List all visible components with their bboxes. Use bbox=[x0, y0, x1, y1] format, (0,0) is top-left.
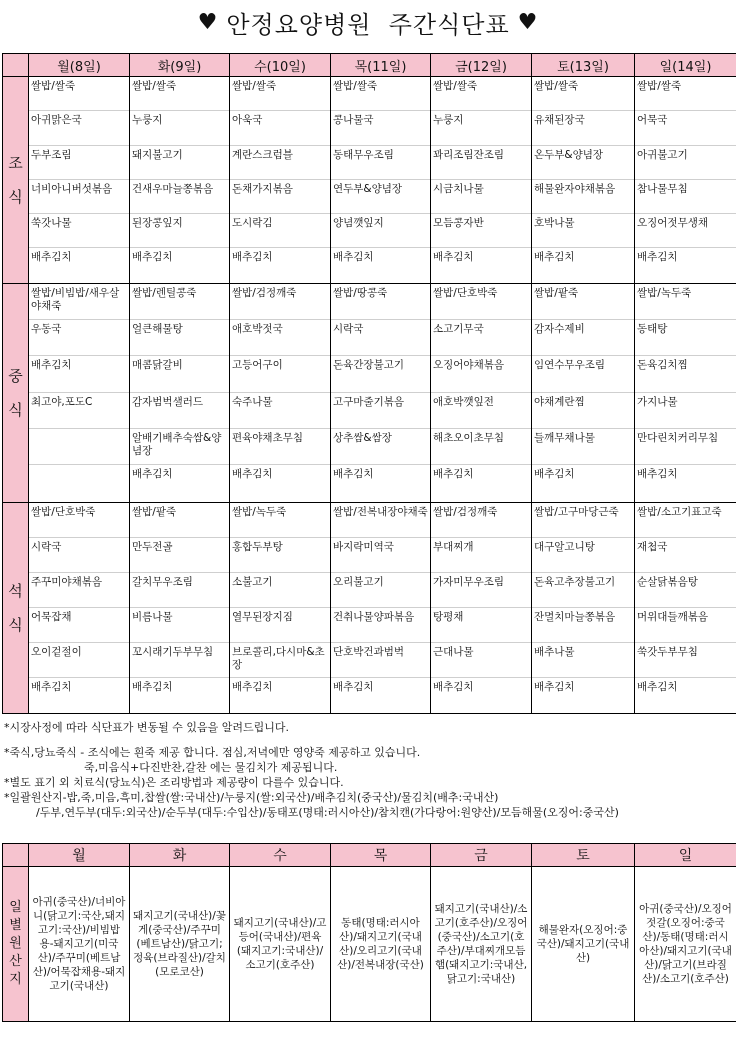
menu-cell bbox=[230, 502, 331, 713]
meal-label bbox=[3, 77, 29, 284]
menu-item: 배추김치 bbox=[132, 680, 173, 693]
menu-item: 쌀밥/팥죽 bbox=[532, 284, 634, 320]
menu-item: 야채계란찜 bbox=[532, 393, 634, 429]
menu-item: 쌀밥/단호박죽 bbox=[431, 284, 531, 320]
note-line: 죽,미음식+다진반찬,갈찬 에는 물김치가 제공됩니다. bbox=[84, 761, 338, 774]
menu-item: 부대찌개 bbox=[431, 538, 531, 573]
day-header: 월(8일) bbox=[29, 54, 130, 77]
menu-item: 돈육고추장불고기 bbox=[532, 573, 634, 608]
menu-item: 배추김치 bbox=[637, 468, 678, 481]
menu-item: 호박나물 bbox=[532, 214, 634, 248]
menu-item: 최고야,포도C bbox=[29, 393, 129, 429]
meal-label-char: 중 bbox=[8, 366, 23, 385]
menu-item: 쌀밥/렌틸콩죽 bbox=[130, 284, 229, 320]
meal-label-char: 식 bbox=[8, 187, 23, 206]
menu-item: 고등어구이 bbox=[230, 356, 330, 392]
menu-item: 감자수제비 bbox=[532, 320, 634, 356]
menu-item: 배추김치 bbox=[29, 356, 129, 392]
menu-header-row bbox=[3, 54, 736, 77]
origin-cell: 돼지고기(국내산)/고등어(국내산)/편육(돼지고기:국내산)/소고기(호주산) bbox=[230, 867, 331, 1022]
note-line: *죽식,당뇨죽식 - 조식에는 흰죽 제공 합니다. 점심,저녁에만 영양죽 제공하고 있습니다. bbox=[4, 746, 421, 759]
menu-item: 쌀밥/녹두죽 bbox=[635, 284, 736, 320]
menu-item: 배추김치 bbox=[433, 468, 474, 481]
origin-side-label bbox=[3, 867, 29, 1022]
menu-item: 배추김치 bbox=[333, 680, 374, 693]
menu-item: 바지락미역국 bbox=[331, 538, 430, 573]
menu-item: 쌀밥/땅콩죽 bbox=[331, 284, 430, 320]
menu-cell bbox=[130, 77, 230, 284]
menu-item: 애호박깻잎전 bbox=[431, 393, 531, 429]
menu-item: 된장콩잎지 bbox=[130, 214, 229, 248]
menu-item: 누룽지 bbox=[431, 111, 531, 145]
menu-cell bbox=[29, 77, 130, 284]
meal-row-dinner bbox=[3, 502, 736, 713]
menu-item: 들깨무채나물 bbox=[532, 429, 634, 465]
origin-day-header: 토 bbox=[532, 844, 635, 867]
menu-cell bbox=[431, 77, 532, 284]
menu-item: 매콤닭갈비 bbox=[130, 356, 229, 392]
menu-item: 쑥갓나물 bbox=[29, 214, 129, 248]
menu-item: 쌀밥/검정깨죽 bbox=[230, 284, 330, 320]
menu-item: 쌀밥/팥죽 bbox=[130, 503, 229, 538]
menu-item: 쌀밥/쌀죽 bbox=[130, 77, 229, 111]
menu-cell bbox=[532, 502, 635, 713]
menu-item: 배추김치 bbox=[333, 251, 374, 264]
menu-item: 가지나물 bbox=[635, 393, 736, 429]
menu-item: 쌀밥/전복내장야채죽 bbox=[331, 503, 430, 538]
menu-item: 애호박젓국 bbox=[230, 320, 330, 356]
meal-row-breakfast bbox=[3, 77, 736, 284]
notes-section bbox=[4, 720, 732, 820]
origin-label-char: 원 bbox=[9, 936, 22, 951]
weekly-menu-table bbox=[2, 53, 736, 714]
heart-icon-left: ♥ bbox=[197, 9, 219, 35]
origin-header-corner bbox=[3, 844, 29, 867]
menu-item: 쌀밥/쌀죽 bbox=[230, 77, 330, 111]
menu-item: 재첩국 bbox=[635, 538, 736, 573]
menu-item: 배추김치 bbox=[31, 251, 72, 264]
menu-item: 배추김치 bbox=[232, 468, 273, 481]
note-line: *별도 표기 외 치료식(당뇨식)은 조리방법과 제공량이 다를수 있습니다. bbox=[4, 776, 344, 789]
menu-item: 시금치나물 bbox=[431, 180, 531, 214]
menu-cell bbox=[130, 283, 230, 502]
menu-cell bbox=[635, 502, 736, 713]
menu-cell bbox=[29, 502, 130, 713]
day-header: 토(13일) bbox=[532, 54, 635, 77]
menu-item: 배추김치 bbox=[534, 468, 575, 481]
menu-item: 연두부&양념장 bbox=[331, 180, 430, 214]
menu-item: 배추김치 bbox=[433, 680, 474, 693]
menu-cell bbox=[230, 283, 331, 502]
day-header: 수(10일) bbox=[230, 54, 331, 77]
menu-item: 쑥갓두부무침 bbox=[635, 643, 736, 678]
origin-cell: 돼지고기(국내산)/꽃게(중국산)/주꾸미(베트남산)/닭고기;정육(브라질산)/갈치(모로코산) bbox=[130, 867, 230, 1022]
menu-item: 배추김치 bbox=[433, 251, 474, 264]
day-header: 금(12일) bbox=[431, 54, 532, 77]
menu-cell bbox=[532, 283, 635, 502]
menu-header-corner bbox=[3, 54, 29, 77]
menu-item: 오징어야채볶음 bbox=[431, 356, 531, 392]
menu-cell bbox=[331, 77, 431, 284]
menu-item: 아욱국 bbox=[230, 111, 330, 145]
menu-item: 소불고기 bbox=[230, 573, 330, 608]
menu-item: 아귀맑은국 bbox=[29, 111, 129, 145]
menu-cell bbox=[130, 502, 230, 713]
menu-item: 참나물무침 bbox=[635, 180, 736, 214]
menu-item: 근대나물 bbox=[431, 643, 531, 678]
menu-item: 배추김치 bbox=[132, 468, 173, 481]
origin-label-char: 별 bbox=[9, 918, 22, 933]
menu-item: 건취나물양파볶음 bbox=[331, 608, 430, 643]
day-header: 화(9일) bbox=[130, 54, 230, 77]
menu-item: 두부조림 bbox=[29, 146, 129, 180]
menu-item: 돈육김치찜 bbox=[635, 356, 736, 392]
origin-day-header: 금 bbox=[431, 844, 532, 867]
menu-item: 단호박건과범벅 bbox=[331, 643, 430, 678]
menu-item: 쌀밥/녹두죽 bbox=[230, 503, 330, 538]
menu-item: 대구알고니탕 bbox=[532, 538, 634, 573]
origin-row bbox=[3, 867, 736, 1022]
menu-item: 시락국 bbox=[331, 320, 430, 356]
note-line: *시장사정에 따라 식단표가 변동될 수 있음을 알려드립니다. bbox=[4, 721, 289, 734]
menu-item bbox=[29, 465, 129, 501]
menu-item: 머위대들깨볶음 bbox=[635, 608, 736, 643]
menu-item: 누룽지 bbox=[130, 111, 229, 145]
menu-item: 갈치무우조림 bbox=[130, 573, 229, 608]
menu-item: 쌀밥/쌀죽 bbox=[532, 77, 634, 111]
menu-cell bbox=[635, 77, 736, 284]
menu-item: 소고기무국 bbox=[431, 320, 531, 356]
menu-item: 가자미무우조림 bbox=[431, 573, 531, 608]
menu-item: 아귀불고기 bbox=[635, 146, 736, 180]
origin-cell: 동태(명태:러시아산)/돼지고기(국내산)/오리고기(국내산)/전복내장(국산) bbox=[331, 867, 431, 1022]
origin-label-char: 일 bbox=[9, 900, 22, 915]
menu-item: 쌀밥/검정깨죽 bbox=[431, 503, 531, 538]
meal-label-char: 식 bbox=[8, 615, 23, 634]
menu-item: 모듬콩자반 bbox=[431, 214, 531, 248]
menu-item: 임연수무우조림 bbox=[532, 356, 634, 392]
menu-item: 돼지불고기 bbox=[130, 146, 229, 180]
menu-item: 잔멸치마늘쫑볶음 bbox=[532, 608, 634, 643]
menu-item: 너비아니버섯볶음 bbox=[29, 180, 129, 214]
menu-item: 숙주나물 bbox=[230, 393, 330, 429]
origin-day-header: 수 bbox=[230, 844, 331, 867]
menu-item: 주꾸미야채볶음 bbox=[29, 573, 129, 608]
origin-day-header: 월 bbox=[29, 844, 130, 867]
note-line: /두부,연두부(대두:외국산)/순두부(대두:수입산)/동태포(명태:러시아산)/참치캔(가다랑어:원양산)/모듬해물(오징어:중국산) bbox=[36, 806, 619, 819]
origin-cell: 아귀(중국산)/오징어젓갈(오징어:중국산)/동태(명태:러시아산)/돼지고기(국내산)/닭고기(브라질산)/소고기(호주산) bbox=[635, 867, 736, 1022]
menu-item: 유채된장국 bbox=[532, 111, 634, 145]
menu-item: 배추김치 bbox=[333, 468, 374, 481]
menu-item: 콩나물국 bbox=[331, 111, 430, 145]
menu-item: 시락국 bbox=[29, 538, 129, 573]
origin-cell: 아귀(중국산)/너비아니(닭고기:국산,돼지고기:국산)/비빔밥용-돼지고기(미국산)/주꾸미(베트남산)/어묵잡채용-돼지고기(국내산) bbox=[29, 867, 130, 1022]
origin-header-row bbox=[3, 844, 736, 867]
page-title-bar bbox=[0, 0, 736, 44]
menu-item: 탕평채 bbox=[431, 608, 531, 643]
menu-item: 배추김치 bbox=[534, 680, 575, 693]
menu-item: 동태무우조림 bbox=[331, 146, 430, 180]
menu-item: 우동국 bbox=[29, 320, 129, 356]
origin-day-header: 목 bbox=[331, 844, 431, 867]
menu-item: 얼큰해물탕 bbox=[130, 320, 229, 356]
menu-item: 배추나물 bbox=[532, 643, 634, 678]
menu-cell bbox=[331, 502, 431, 713]
menu-item: 계란스크럼블 bbox=[230, 146, 330, 180]
meal-label-char: 조 bbox=[8, 153, 23, 172]
origin-label-char: 산 bbox=[9, 954, 22, 969]
menu-item: 오리불고기 bbox=[331, 573, 430, 608]
menu-cell bbox=[532, 77, 635, 284]
menu-item: 양념깻잎지 bbox=[331, 214, 430, 248]
meal-label bbox=[3, 502, 29, 713]
menu-cell bbox=[635, 283, 736, 502]
page-title: 안정요양병원 주간식단표 bbox=[226, 10, 510, 39]
meal-row-lunch bbox=[3, 283, 736, 502]
menu-item: 상추쌈&쌈장 bbox=[331, 429, 430, 465]
menu-item: 동태탕 bbox=[635, 320, 736, 356]
menu-item: 쌀밥/소고기표고죽 bbox=[635, 503, 736, 538]
menu-item: 오이겉절이 bbox=[29, 643, 129, 678]
menu-item: 배추김치 bbox=[31, 680, 72, 693]
menu-item: 열무된장지짐 bbox=[230, 608, 330, 643]
note-line: *일괄원산지-밥,죽,미음,흑미,찹쌀(쌀:국내산)/누룽지(쌀:외국산)/배추김치(중국산)/물김치(배추:국내산) bbox=[4, 791, 499, 804]
origin-label-char: 지 bbox=[9, 972, 22, 987]
menu-item: 도시락김 bbox=[230, 214, 330, 248]
menu-item: 배추김치 bbox=[637, 680, 678, 693]
origin-day-header: 화 bbox=[130, 844, 230, 867]
menu-item: 돈채가지볶음 bbox=[230, 180, 330, 214]
day-header: 일(14일) bbox=[635, 54, 736, 77]
menu-item: 고구마줄기볶음 bbox=[331, 393, 430, 429]
heart-icon-right: ♥ bbox=[517, 9, 539, 35]
menu-item: 쌀밥/쌀죽 bbox=[331, 77, 430, 111]
menu-item: 어묵국 bbox=[635, 111, 736, 145]
menu-item: 해초오이초무침 bbox=[431, 429, 531, 465]
menu-item: 온두부&양념장 bbox=[532, 146, 634, 180]
menu-item: 배추김치 bbox=[232, 680, 273, 693]
menu-item: 만두전골 bbox=[130, 538, 229, 573]
origin-day-header: 일 bbox=[635, 844, 736, 867]
menu-item: 알배기배추숙쌈&양념장 bbox=[130, 429, 229, 465]
menu-cell bbox=[431, 502, 532, 713]
menu-item: 편육야채초무침 bbox=[230, 429, 330, 465]
menu-item: 배추김치 bbox=[232, 251, 273, 264]
menu-item: 어묵잡채 bbox=[29, 608, 129, 643]
menu-item: 꽈리조림잔조림 bbox=[431, 146, 531, 180]
menu-item: 돈육간장불고기 bbox=[331, 356, 430, 392]
menu-item: 배추김치 bbox=[132, 251, 173, 264]
meal-label bbox=[3, 283, 29, 502]
menu-item: 쌀밥/쌀죽 bbox=[431, 77, 531, 111]
menu-item: 쌀밥/쌀죽 bbox=[635, 77, 736, 111]
meal-label-char: 석 bbox=[8, 581, 23, 600]
menu-cell bbox=[331, 283, 431, 502]
origin-table bbox=[2, 843, 736, 1022]
menu-item: 만다린치커리무침 bbox=[635, 429, 736, 465]
menu-item: 순살닭볶음탕 bbox=[635, 573, 736, 608]
menu-item: 해물완자야채볶음 bbox=[532, 180, 634, 214]
menu-cell bbox=[431, 283, 532, 502]
menu-cell bbox=[29, 283, 130, 502]
menu-item: 비름나물 bbox=[130, 608, 229, 643]
menu-item: 감자범벅샐러드 bbox=[130, 393, 229, 429]
menu-item bbox=[29, 429, 129, 465]
menu-item: 배추김치 bbox=[534, 251, 575, 264]
day-header: 목(11일) bbox=[331, 54, 431, 77]
menu-item: 오징어젓무생채 bbox=[635, 214, 736, 248]
origin-cell: 해물완자(오징어:중국산)/돼지고기(국내산) bbox=[532, 867, 635, 1022]
meal-label-char: 식 bbox=[8, 400, 23, 419]
menu-item: 홍합두부탕 bbox=[230, 538, 330, 573]
menu-item: 쌀밥/쌀죽 bbox=[29, 77, 129, 111]
menu-item: 쌀밥/비빔밥/새우살야채죽 bbox=[29, 284, 129, 320]
menu-item: 건새우마늘쫑볶음 bbox=[130, 180, 229, 214]
menu-item: 쌀밥/고구마당근죽 bbox=[532, 503, 634, 538]
menu-item: 꼬시래기두부무침 bbox=[130, 643, 229, 678]
menu-cell bbox=[230, 77, 331, 284]
menu-item: 쌀밥/단호박죽 bbox=[29, 503, 129, 538]
menu-item: 배추김치 bbox=[637, 251, 678, 264]
menu-item: 브로콜리,다시마&초장 bbox=[230, 643, 330, 678]
origin-cell: 돼지고기(국내산)/소고기(호주산)/오징어(중국산)/소고기(호주산)/부대찌개모듬햄(돼지고기:국내산,닭고기:국내산) bbox=[431, 867, 532, 1022]
